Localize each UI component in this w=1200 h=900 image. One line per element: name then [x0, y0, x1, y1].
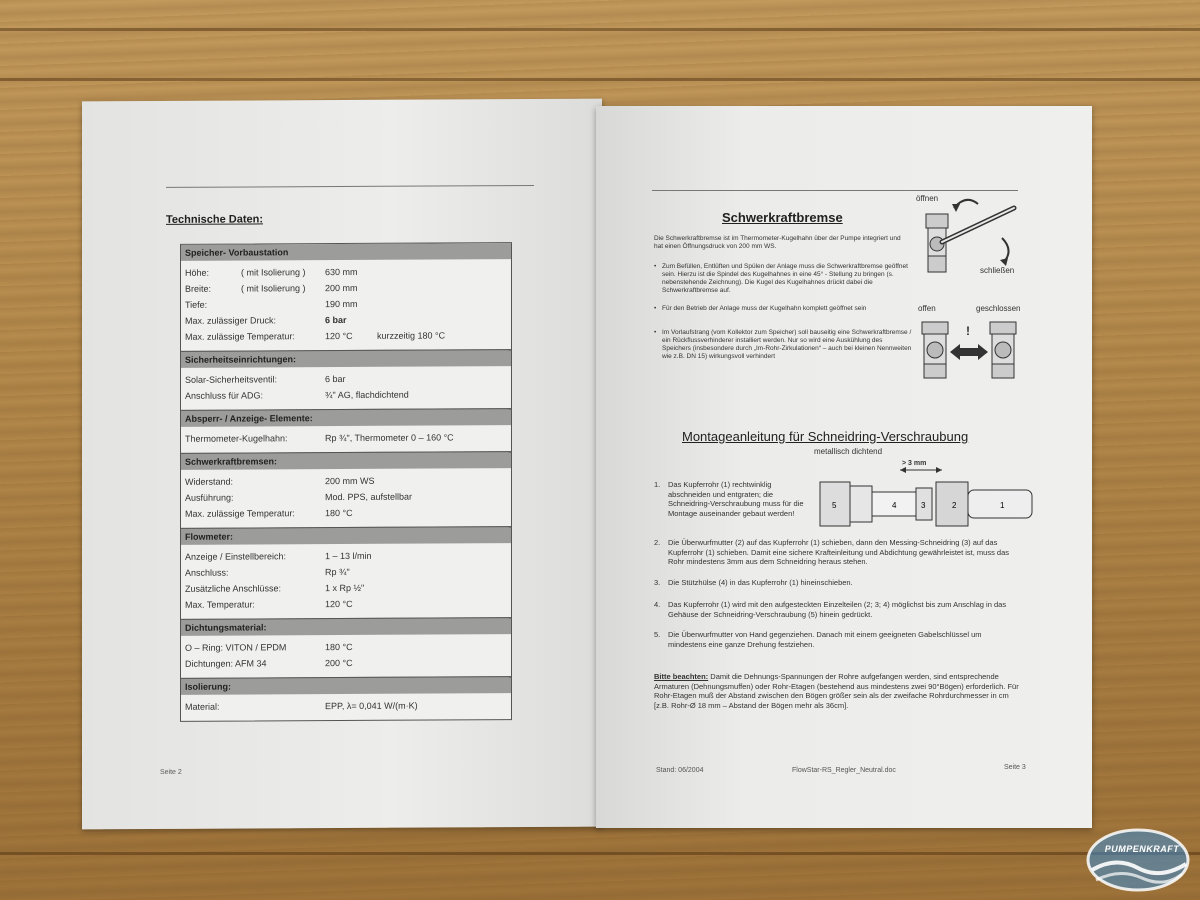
table-row: [181, 488, 511, 506]
row-label: Max. zulässige Temperatur:: [185, 331, 295, 342]
fitting-diagram: [818, 462, 1036, 538]
part-label: 1: [1000, 501, 1005, 510]
table-row: [181, 504, 511, 522]
row-note: ( mit Isolierung ): [241, 283, 306, 294]
section-body: [181, 259, 511, 351]
label-state-open: offen: [918, 304, 936, 313]
part-label: 3: [921, 501, 926, 510]
schwerkraftbremse-intro: Die Schwerkraftbremse ist im Thermometer-Kugelhahn über der Pumpe integriert und hat einen Öffnungsdruck von 200 mm WS.: [654, 235, 901, 250]
tech-data-title: Technische Daten:: [166, 213, 263, 226]
section-body: [181, 634, 511, 678]
row-value: 180 °C: [325, 507, 353, 519]
row-value: 120 °C: [325, 598, 353, 610]
left-page: [82, 99, 602, 830]
row-label: Max. zulässige Temperatur:: [185, 508, 295, 519]
step-number: 2.: [654, 538, 661, 547]
section-heading: Dichtungsmaterial:: [181, 617, 511, 636]
table-row: [181, 311, 511, 329]
row-label: Anschluss:: [185, 567, 229, 578]
label-close: schließen: [980, 266, 1015, 275]
footer-stand: Stand: 06/2004: [656, 767, 704, 774]
table-row: [181, 563, 511, 581]
table-row: [181, 547, 511, 565]
table-row: [181, 429, 511, 447]
step-item: [654, 538, 1018, 567]
row-label: Tiefe:: [185, 299, 208, 310]
gap-label: > 3 mm: [902, 460, 927, 467]
row-value: 200 mm WS: [325, 475, 375, 487]
row-label: Anschluss für ADG:: [185, 390, 264, 401]
table-board-seam: [0, 78, 1200, 81]
step-number: 5.: [654, 630, 661, 639]
step-item: [654, 600, 1018, 619]
row-label: Thermometer-Kugelhahn:: [185, 433, 288, 444]
step-text: Das Kupferrohr (1) wird mit den aufgesteckten Einzelteilen (2; 3; 4) möglichst bis zum Anschlag in das Gehäuse der Schneidring-Verschraubung (5) hinein gedrückt.: [668, 600, 1007, 619]
section-heading: Absperr- / Anzeige- Elemente:: [181, 408, 511, 427]
note-text: Damit die Dehnungs-Spannungen der Rohre aufgefangen werden, sind entsprechende Armaturen (Dehnungsmuffen) oder Rohr-Etagen (bestehend aus mindestens zwei 90°Bögen) erforderlich. Für Rohr-Etagen muß der Abstand zwischen den Bögen größer sein als der zweifache Rohrdurchmesser in cm: [654, 672, 1019, 700]
step-text: Die Stützhülse (4) in das Kupferrohr (1) hineinschieben.: [668, 578, 853, 587]
step-text: Die Überwurfmutter von Hand gegenziehen. Danach mit einem geeigneten Gabelschlüssel um mindestens eine ganze Drehung festziehen.: [668, 630, 982, 649]
section-body: [181, 425, 511, 453]
label-open: öffnen: [916, 194, 939, 203]
table-board-seam: [0, 28, 1200, 31]
section-heading: Isolierung:: [181, 676, 511, 695]
section-body: [181, 543, 511, 619]
row-value: 200 °C: [325, 657, 353, 669]
row-label: Solar-Sicherheitsventil:: [185, 374, 278, 385]
row-value: 1 – 13 l/min: [325, 550, 372, 562]
page-footer-right: Seite 3: [1004, 764, 1026, 771]
watermark-logo-drawing: [1082, 826, 1194, 894]
bullet-item: • Zum Befüllen, Entlüften und Spülen der Anlage muss die Schwerkraftbremse geöffnet sein. Hierzu ist die Spindel des Kugelhahnes in eine 45° - Stellung zu bringen (s. nebenstehende Zeichnung). Die Kugel des Kugelhahnes drückt dabei die Schwerkraftbremse auf.: [654, 263, 912, 295]
note-example: [z.B. Rohr-Ø 18 mm – Abstand der Bögen mehr als 36cm].: [654, 700, 849, 710]
row-value: 6 bar: [325, 373, 346, 385]
row-label: Zusätzliche Anschlüsse:: [185, 583, 282, 594]
step-text: Das Kupferrohr (1) rechtwinklig abschneiden und entgraten; die Schneidring-Verschraubung muss für die Montage auseinander gebaut werden!: [668, 480, 804, 518]
table-row: [181, 472, 511, 490]
row-value: 6 bar: [325, 314, 347, 326]
table-row: [181, 386, 511, 404]
row-label: Widerstand:: [185, 476, 234, 487]
row-value: Rp ¾", Thermometer 0 – 160 °C: [325, 432, 454, 444]
section-body: [181, 366, 511, 410]
step-item: [654, 480, 804, 518]
valve-diagram: [914, 192, 1032, 388]
step-item: [654, 578, 1018, 588]
fitting-drawing: [818, 462, 1036, 538]
section-heading: Flowmeter:: [181, 526, 511, 545]
row-label: Dichtungen: AFM 34: [185, 658, 267, 669]
bullet-item: • Im Vorlaufstrang (vom Kollektor zum Speicher) soll bauseitig eine Schwerkraftbremse / ein Rückflussverhinderer installiert werden. Nur so wird eine Auskühlung des Speichers (insbesondere durch „Im-Rohr-Zirkulationen“ – auch bei kleinen Nennweiten wie z.B. DN 15) wirkungsvoll verhindert: [654, 329, 912, 361]
tech-data-table: [180, 242, 512, 722]
note-block: [654, 672, 1034, 710]
section-heading: Sicherheitseinrichtungen:: [181, 349, 511, 368]
table-row: [181, 579, 511, 597]
row-label: Anzeige / Einstellbereich:: [185, 551, 287, 562]
step-text: Die Überwurfmutter (2) auf das Kupferrohr (1) schieben, dann den Messing-Schneidring (3) auf das Kupferrohr (1) schieben. Damit eine sichere Krafteinleitung und Abdichtung gewährleistet ist, muss das Rohr mindestens 3mm aus dem Schneidring heraus stehen.: [668, 538, 1010, 566]
header-rule: [166, 185, 534, 188]
row-value: EPP, λ= 0,041 W/(m·K): [325, 700, 418, 712]
row-value: ¾" AG, flachdichtend: [325, 389, 409, 401]
montage-subtitle: metallisch dichtend: [814, 447, 883, 456]
montage-title: Montageanleitung für Schneidring-Verschraubung: [682, 429, 969, 444]
warning-mark: !: [966, 324, 970, 338]
row-value: 630 mm: [325, 266, 358, 278]
watermark-logo: [1082, 826, 1194, 894]
row-label: Material:: [185, 701, 220, 712]
table-row: [181, 595, 511, 613]
row-note: ( mit Isolierung ): [241, 267, 306, 278]
footer-filename: FlowStar-RS_Regler_Neutral.doc: [792, 767, 896, 774]
table-row: [181, 327, 511, 345]
table-row: [181, 263, 511, 281]
section-heading: Schwerkraftbremsen:: [181, 451, 511, 470]
header-rule: [652, 190, 1018, 191]
section-body: [181, 693, 511, 721]
step-item: [654, 630, 1018, 649]
table-board-seam: [0, 852, 1200, 855]
step-number: 3.: [654, 578, 661, 587]
row-label: O – Ring: VITON / EPDM: [185, 642, 287, 653]
page-footer-left: Seite 2: [160, 768, 182, 776]
row-value: Rp ¾": [325, 566, 350, 578]
row-value: 180 °C: [325, 641, 353, 653]
part-label: 5: [832, 501, 837, 510]
bullet-item: • Für den Betrieb der Anlage muss der Kugelhahn komplett geöffnet sein: [654, 305, 912, 313]
row-value: Mod. PPS, aufstellbar: [325, 491, 413, 503]
row-value: 200 mm: [325, 282, 358, 294]
part-label: 2: [952, 501, 957, 510]
note-heading: Bitte beachten:: [654, 672, 709, 681]
row-extra: kurzzeitig 180 °C: [377, 330, 446, 341]
row-label: Max. Temperatur:: [185, 599, 255, 610]
row-value: 1 x Rp ½": [325, 582, 365, 594]
table-row: [181, 638, 511, 656]
step-number: 4.: [654, 600, 661, 609]
row-label: Max. zulässiger Druck:: [185, 315, 277, 326]
row-label: Breite:: [185, 283, 212, 294]
table-row: [181, 654, 511, 672]
schwerkraftbremse-title: Schwerkraftbremse: [722, 210, 843, 225]
row-value: 120 °C: [325, 330, 353, 342]
step-number: 1.: [654, 480, 661, 489]
table-row: [181, 295, 511, 313]
watermark-text: PUMPENKRAFT: [1104, 844, 1180, 854]
table-row: [181, 697, 511, 715]
row-label: Höhe:: [185, 267, 210, 278]
table-row: [181, 370, 511, 388]
label-state-closed: geschlossen: [976, 304, 1021, 313]
row-value: 190 mm: [325, 298, 358, 310]
row-label: Ausführung:: [185, 492, 234, 503]
table-row: [181, 279, 511, 297]
section-heading: Speicher- Vorbaustation: [181, 243, 511, 261]
section-body: [181, 468, 511, 528]
right-page: [596, 106, 1092, 828]
valve-diagram-drawing: [914, 192, 1032, 388]
part-label: 4: [892, 501, 897, 510]
